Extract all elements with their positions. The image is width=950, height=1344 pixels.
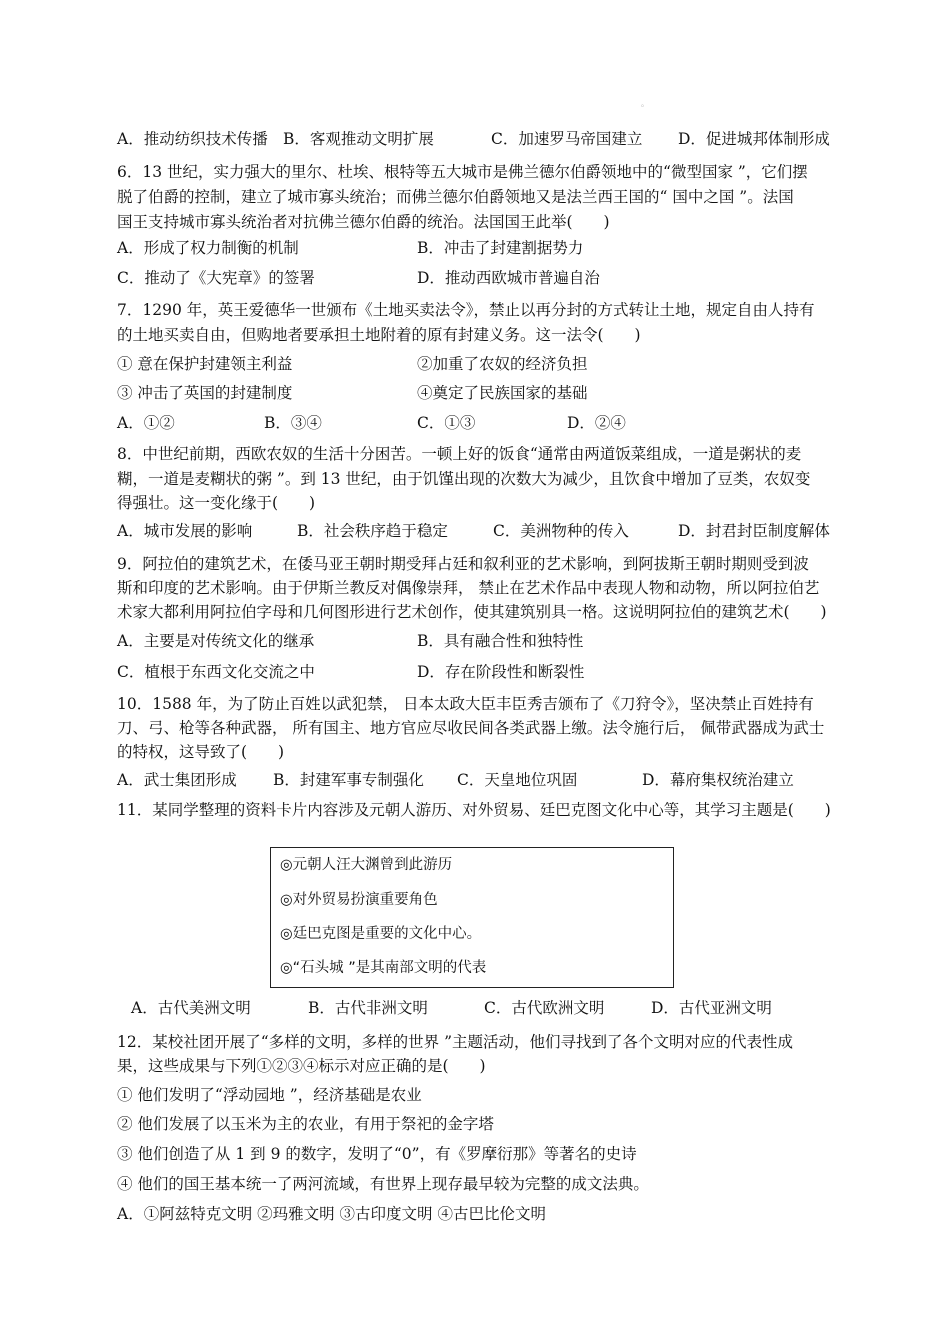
q9-stem-line: 9．阿拉伯的建筑艺术，在倭马亚王朝时期受拜占廷和叙利亚的艺术影响，到阿拔斯王朝时期则受到波 bbox=[117, 555, 809, 573]
q8-stem-line: 糊，一道是麦糊状的粥 ”。到 13 世纪，由于饥馑出现的次数大为减少，且饮食中增加了豆类，农奴变 bbox=[117, 470, 811, 488]
q7-stem-line: 7．1290 年，英王爱德华一世颁布《土地买卖法令》，禁止以再分封的方式转让土地，规定自由人持有 bbox=[117, 301, 815, 319]
q11-card-line: ◎对外贸易扮演重要角色 bbox=[280, 892, 438, 908]
q7-stem-line: 的土地买卖自由，但购地者要承担土地附着的原有封建义务。这一法令( ) bbox=[117, 326, 641, 344]
q11-card-line: ◎“石头城 ”是其南部文明的代表 bbox=[280, 960, 487, 976]
q12-item-2: ② 他们发展了以玉米为主的农业，有用于祭祀的金字塔 bbox=[117, 1115, 494, 1133]
q6-option-b: B．冲击了封建割据势力 bbox=[417, 239, 584, 257]
q12-stem-line: 果，这些成果与下列①②③④标示对应正确的是( ) bbox=[117, 1057, 486, 1075]
q11-stem: 11．某同学整理的资料卡片内容涉及元朝人游历、对外贸易、廷巴克图文化中心等，其学习主题是( ) bbox=[117, 801, 831, 819]
q6-option-a: A．形成了权力制衡的机制 bbox=[117, 239, 299, 257]
q8-option-c: C．美洲物种的传入 bbox=[493, 522, 629, 540]
q11-option-d: D．古代亚洲文明 bbox=[651, 999, 772, 1017]
q12-item-4: ④ 他们的国王基本统一了两河流域，有世界上现存最早较为完整的成文法典。 bbox=[117, 1175, 649, 1193]
q7-option-c: C．①③ bbox=[417, 414, 476, 432]
q8-option-d: D．封君封臣制度解体 bbox=[678, 522, 830, 540]
q9-option-a: A．主要是对传统文化的继承 bbox=[117, 632, 315, 650]
q9-stem-line: 斯和印度的艺术影响。由于伊斯兰教反对偶像崇拜， 禁止在艺术作品中表现人物和动物，所以阿拉伯艺 bbox=[117, 579, 820, 597]
q7-option-b: B．③④ bbox=[264, 414, 322, 432]
q12-option-a: A．①阿兹特克文明 ②玛雅文明 ③古印度文明 ④古巴比伦文明 bbox=[117, 1205, 546, 1223]
page-mark: 。 bbox=[641, 99, 649, 108]
q7-item-2: ②加重了农奴的经济负担 bbox=[417, 355, 588, 373]
q10-option-a: A．武士集团形成 bbox=[117, 771, 237, 789]
q9-option-b: B．具有融合性和独特性 bbox=[417, 632, 584, 650]
q11-option-b: B．古代非洲文明 bbox=[308, 999, 428, 1017]
q6-stem-line: 国王支持城市寡头统治者对抗佛兰德尔伯爵的统治。法国国王此举( ) bbox=[117, 213, 610, 231]
q10-option-c: C．天皇地位巩固 bbox=[457, 771, 578, 789]
q8-stem-line: 得强壮。这一变化缘于( ) bbox=[117, 494, 316, 512]
q9-option-c: C．植根于东西文化交流之中 bbox=[117, 663, 315, 681]
q5-option-c: C．加速罗马帝国建立 bbox=[491, 130, 643, 148]
q7-item-1: ① 意在保护封建领主利益 bbox=[117, 355, 293, 373]
q6-stem-line: 6．13 世纪，实力强大的里尔、杜埃、根特等五大城市是佛兰德尔伯爵领地中的“微型国家 ”，它们摆 bbox=[117, 163, 808, 181]
q10-stem-line: 的特权，这导致了( ) bbox=[117, 743, 285, 761]
q12-stem-line: 12．某校社团开展了“多样的文明，多样的世界 ”主题活动，他们寻找到了各个文明对应的代表性成 bbox=[117, 1033, 794, 1051]
q5-option-a: A．推动纺织技术传播 bbox=[117, 130, 268, 148]
q6-stem-line: 脱了伯爵的控制，建立了城市寡头统治；而佛兰德尔伯爵领地又是法兰西王国的“ 国中之国 ”。法国 bbox=[117, 188, 794, 206]
q7-item-3: ③ 冲击了英国的封建制度 bbox=[117, 384, 293, 402]
q12-item-3: ③ 他们创造了从 1 到 9 的数字，发明了“0”，有《罗摩衍那》等著名的史诗 bbox=[117, 1145, 637, 1163]
q6-option-d: D．推动西欧城市普遍自治 bbox=[417, 269, 600, 287]
q5-option-d: D．促进城邦体制形成 bbox=[678, 130, 830, 148]
q10-stem-line: 10．1588 年，为了防止百姓以武犯禁， 日本太政大臣丰臣秀吉颁布了《刀狩令》，坚决禁止百姓持有 bbox=[117, 695, 814, 713]
q8-stem-line: 8．中世纪前期，西欧农奴的生活十分困苦。一顿上好的饭食“通常由两道饭菜组成，一道是粥状的麦 bbox=[117, 445, 802, 463]
q11-option-a: A．古代美洲文明 bbox=[131, 999, 251, 1017]
q10-option-b: B．封建军事专制强化 bbox=[273, 771, 424, 789]
q9-stem-line: 术家大都利用阿拉伯字母和几何图形进行艺术创作，使其建筑别具一格。这说明阿拉伯的建筑艺术( ) bbox=[117, 603, 827, 621]
q7-option-d: D．②④ bbox=[567, 414, 626, 432]
q12-item-1: ① 他们发明了“浮动园地 ”，经济基础是农业 bbox=[117, 1086, 422, 1104]
q5-option-b: B．客观推动文明扩展 bbox=[283, 130, 434, 148]
q10-stem-line: 刀、弓、枪等各种武器， 所有国主、地方官应尽收民间各类武器上缴。法令施行后， 佩带武器成为武士 bbox=[117, 719, 825, 737]
q6-option-c: C．推动了《大宪章》的签署 bbox=[117, 269, 315, 287]
q9-option-d: D．存在阶段性和断裂性 bbox=[417, 663, 585, 681]
q10-option-d: D．幕府集权统治建立 bbox=[642, 771, 794, 789]
q8-option-b: B．社会秩序趋于稳定 bbox=[297, 522, 448, 540]
q7-option-a: A．①② bbox=[117, 414, 175, 432]
q11-card-line: ◎廷巴克图是重要的文化中心。 bbox=[280, 926, 482, 942]
q11-option-c: C．古代欧洲文明 bbox=[484, 999, 605, 1017]
q11-info-card bbox=[270, 847, 674, 988]
q8-option-a: A．城市发展的影响 bbox=[117, 522, 253, 540]
q11-card-line: ◎元朝人汪大渊曾到此游历 bbox=[280, 857, 453, 873]
q7-item-4: ④奠定了民族国家的基础 bbox=[417, 384, 588, 402]
